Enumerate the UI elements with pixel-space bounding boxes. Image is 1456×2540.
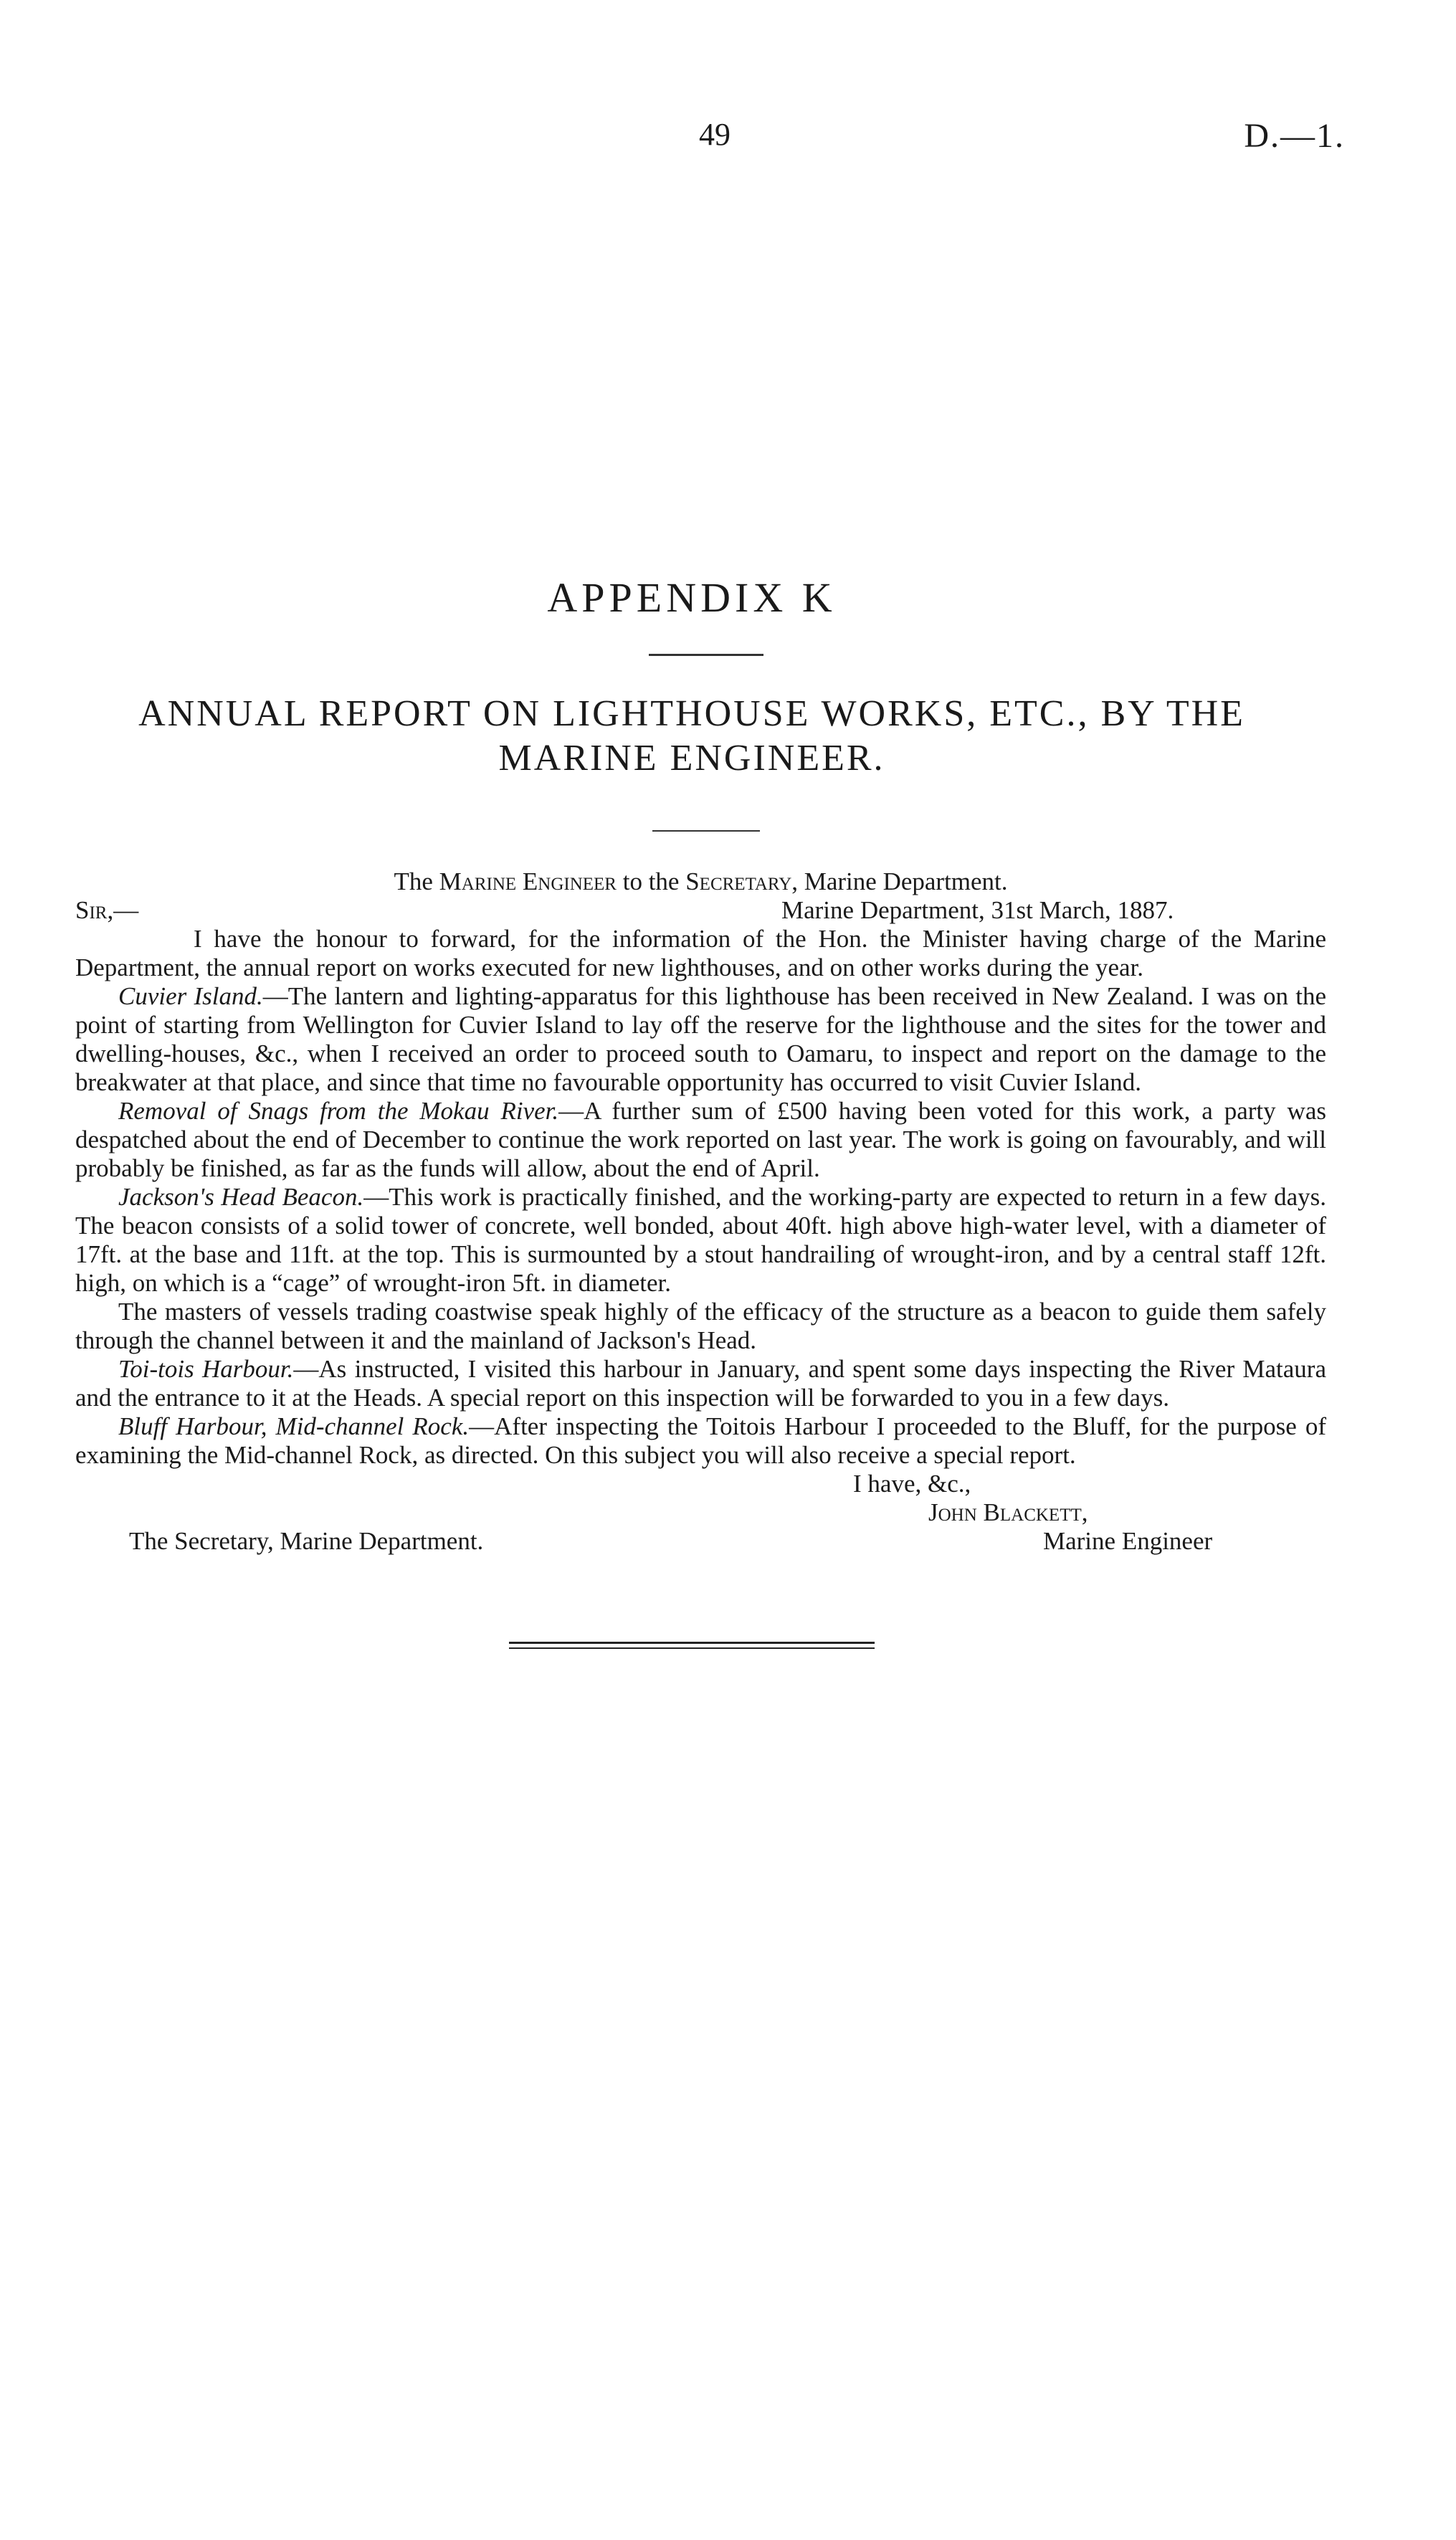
- appendix-title: APPENDIX K: [547, 574, 837, 621]
- addressee: The Secretary, Marine Department.: [129, 1527, 484, 1555]
- signature-title: Marine Engineer: [1043, 1527, 1213, 1555]
- paragraph-cuvier-island: Cuvier Island.—The lantern and lighting-apparatus for this lighthouse has been received in New Zealand. I was on the point of starting from Wellington for Cuvier Island to lay off the reserve for the lighthouse and the sites for the tower and dwelling-houses, &c., when I received an order to proceed south to Oamaru, to inspect and report on the damage to the breakwater at that place, and since that time no favourable opportunity has occurred to visit Cuvier Island.: [75, 982, 1327, 1096]
- report-title: [100, 692, 1283, 781]
- report-title-divider: [652, 830, 760, 832]
- paragraph-bluff-harbour: Bluff Harbour, Mid-channel Rock.—After inspecting the Toitois Harbour I proceeded to the Bluff, for the purpose of examining the Mid-channel Rock, as directed. On this subject you will also receive a special report.: [75, 1412, 1326, 1469]
- signature: John Blackett,: [928, 1498, 1088, 1526]
- end-rule-bottom: [509, 1647, 875, 1649]
- paragraph-toitois-harbour: Toi-tois Harbour.—As instructed, I visited this harbour in January, and spent some days inspecting the River Mataura and the entrance to it at the Heads. A special report on this inspection will be forwarded to you in a few days.: [75, 1355, 1327, 1412]
- document-reference: D.—1.: [1244, 117, 1345, 155]
- report-title-line-1: ANNUAL REPORT ON LIGHTHOUSE WORKS, ETC., BY THE: [138, 693, 1245, 734]
- salutation: Sir,—: [75, 896, 139, 924]
- title-divider: [649, 654, 763, 656]
- closing-row: [75, 1527, 1326, 1556]
- end-rule-top: [509, 1642, 875, 1644]
- paragraph-masters: The masters of vessels trading coastwise speak highly of the efficacy of the structure as a beacon to guide them safely through the channel between it and the mainland of Jackson's Head.: [75, 1298, 1326, 1354]
- report-title-line-2: MARINE ENGINEER.: [498, 738, 885, 779]
- salutation-row: [75, 896, 1326, 925]
- page-number: 49: [699, 117, 731, 152]
- dateline: Marine Department, 31st March, 1887.: [781, 896, 1174, 924]
- letter-body: [75, 867, 1326, 1556]
- closing: I have, &c.,: [853, 1470, 971, 1498]
- letter-heading: The Marine Engineer to the Secretary, Marine Department.: [394, 867, 1008, 895]
- paragraph-intro: I have the honour to forward, for the information of the Hon. the Minister having charge of the Marine Department, the annual report on works executed for new lighthouses, and on other works during the year.: [75, 925, 1326, 981]
- paragraph-mokau-river: Removal of Snags from the Mokau River.—A further sum of £500 having been voted for this work, a party was despatched about the end of December to continue the work reported on last year. The work is going on favourably, and will probably be finished, as far as the funds will allow, about the end of April.: [75, 1097, 1326, 1182]
- paragraph-jacksons-head: Jackson's Head Beacon.—This work is practically finished, and the working-party are expected to return in a few days. The beacon consists of a solid tower of concrete, well bonded, about 40ft. high above high-water level, with a diameter of 17ft. at the base and 11ft. at the top. This is surmounted by a stout handrailing of wrought-iron, and by a central staff 12ft. high, on which is a “cage” of wrought-iron 5ft. in diameter.: [75, 1183, 1326, 1297]
